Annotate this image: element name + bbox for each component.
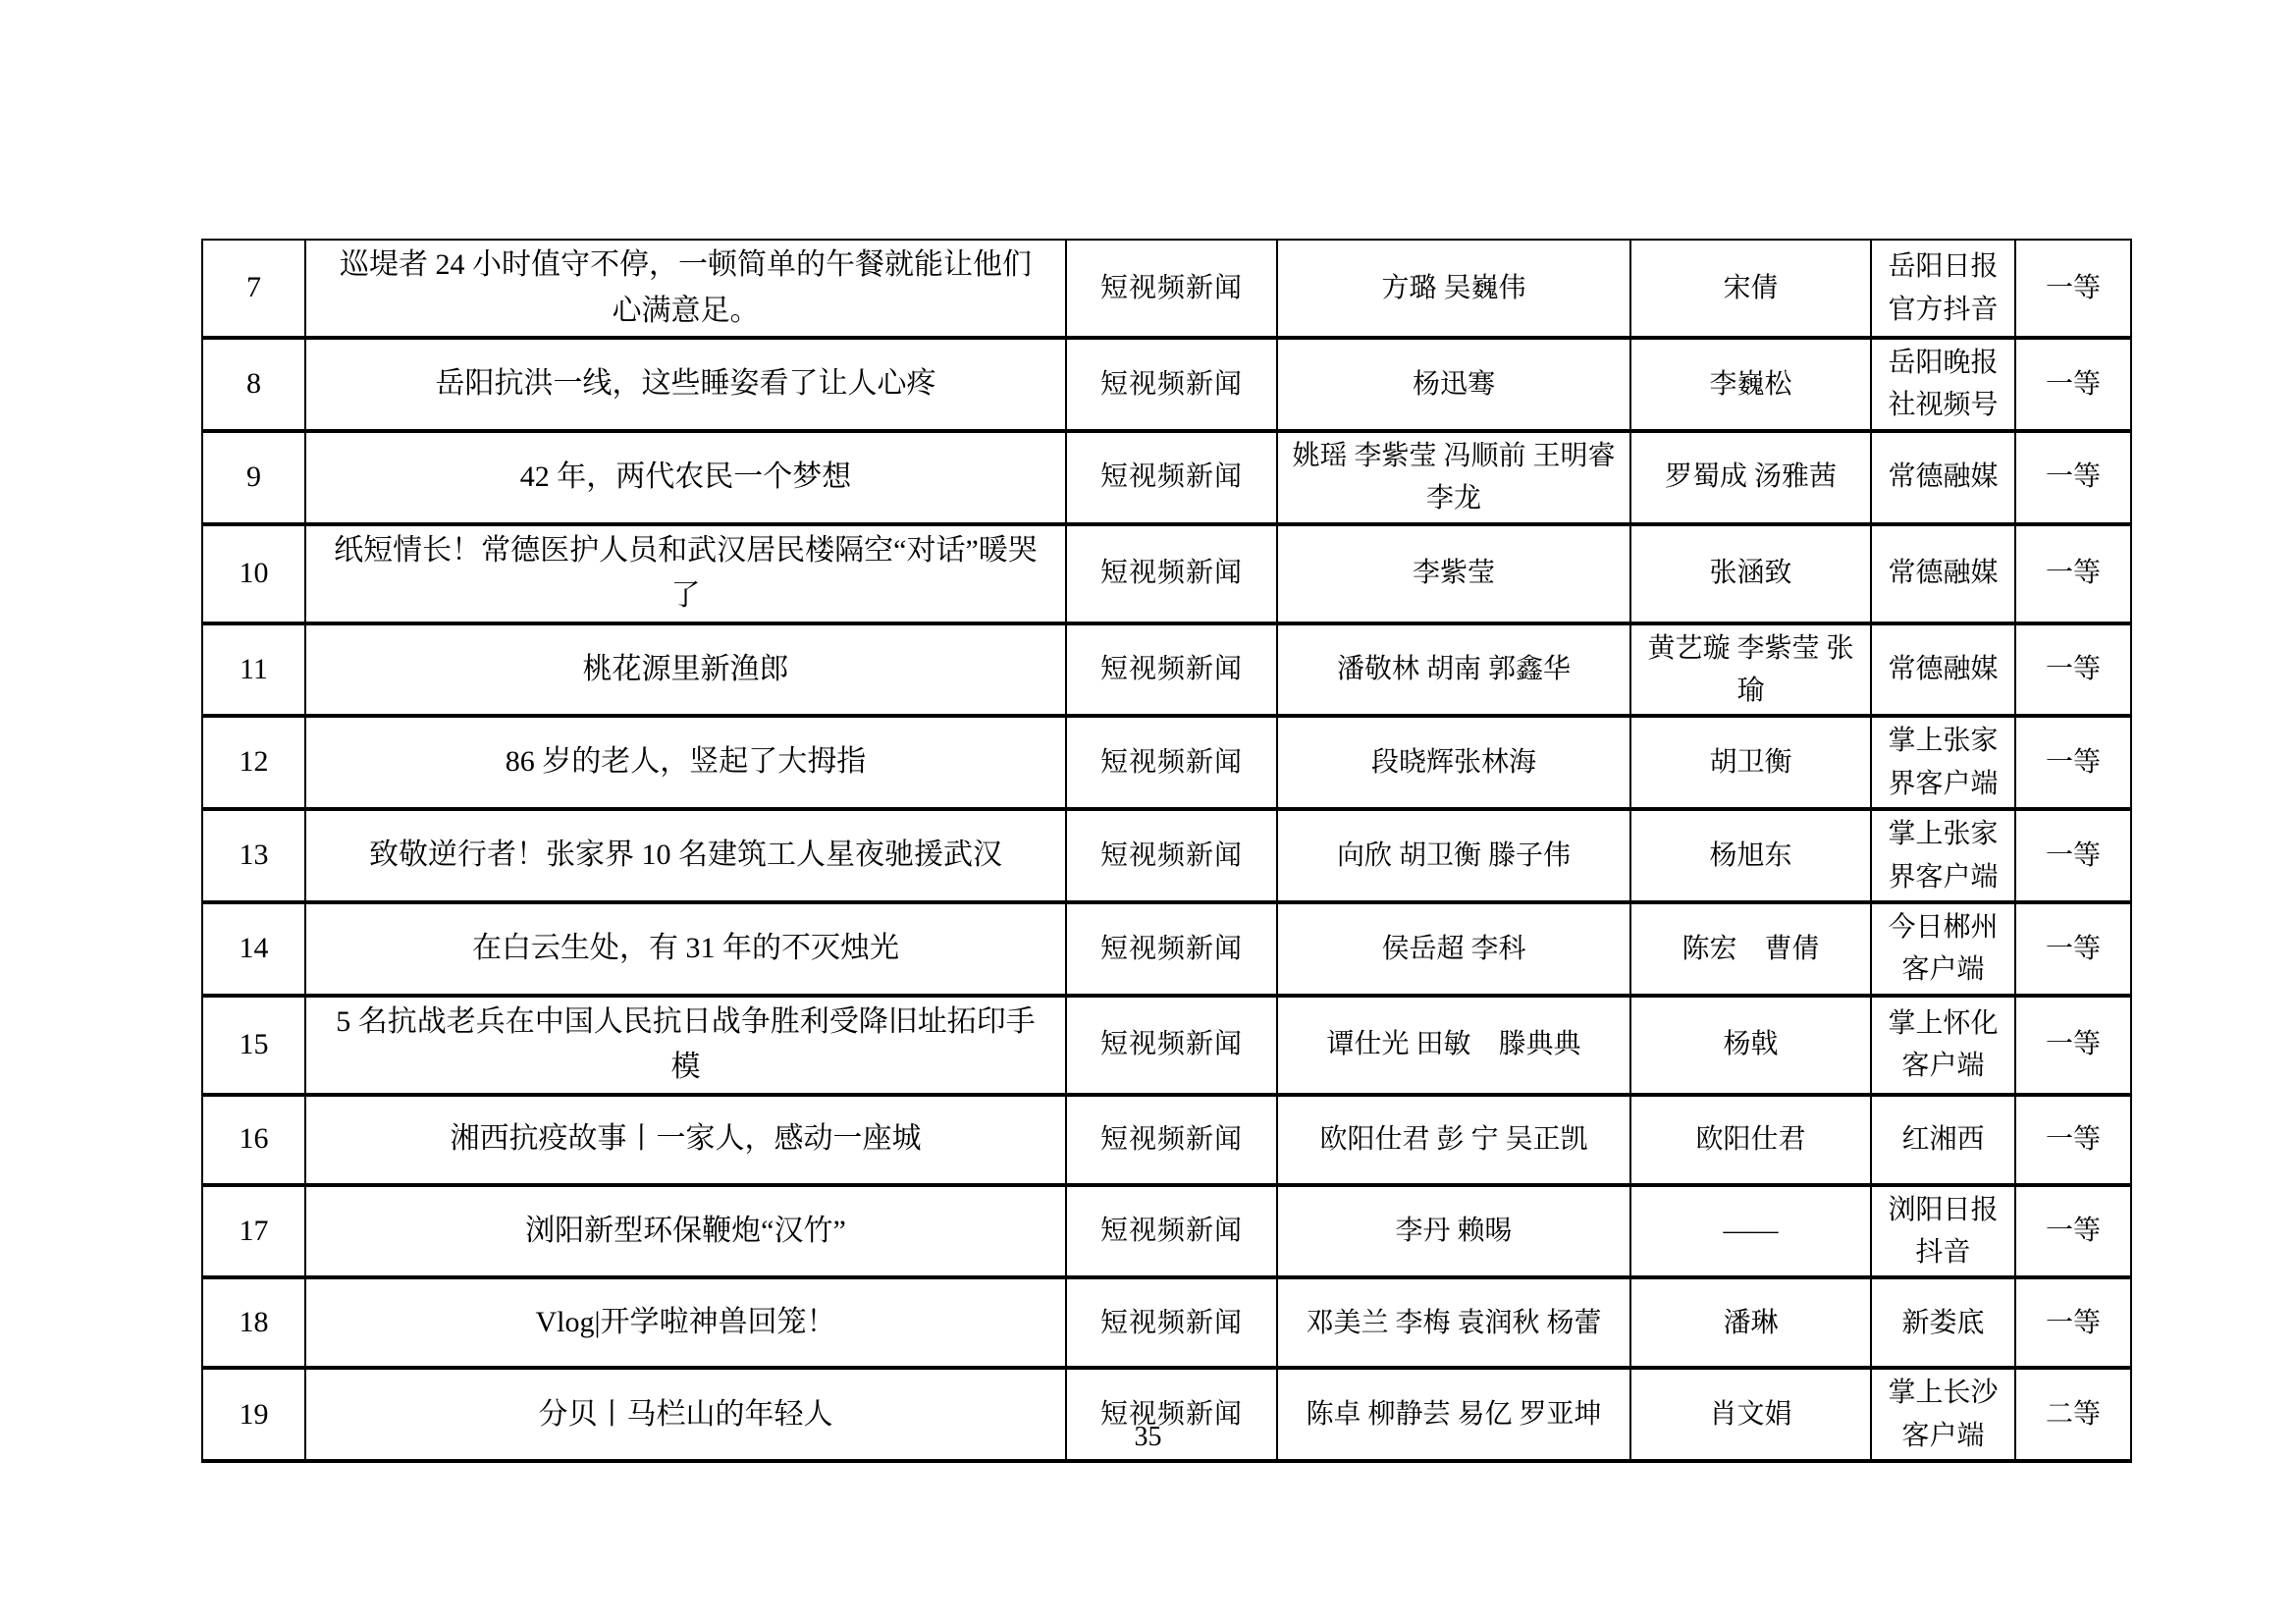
- table-row: [202, 996, 2131, 1095]
- awards-table-body: [202, 240, 2131, 1461]
- cell-organization: 掌上长沙客户端: [1871, 1368, 2015, 1461]
- cell-editor: 陈宏 曹倩: [1630, 902, 1871, 996]
- cell-award: 一等: [2015, 623, 2131, 717]
- cell-editor: 杨旭东: [1630, 809, 1871, 902]
- cell-authors: 向欣 胡卫衡 滕子伟: [1277, 809, 1630, 902]
- cell-organization: 掌上张家界客户端: [1871, 716, 2015, 809]
- cell-row-number: 15: [202, 996, 305, 1095]
- cell-award: 一等: [2015, 524, 2131, 623]
- cell-editor: 李巍松: [1630, 338, 1871, 431]
- cell-award: 一等: [2015, 996, 2131, 1095]
- cell-row-number: 14: [202, 902, 305, 996]
- cell-category: 短视频新闻: [1066, 623, 1277, 717]
- cell-authors: 欧阳仕君 彭 宁 吴正凯: [1277, 1095, 1630, 1185]
- cell-organization: 浏阳日报抖音: [1871, 1185, 2015, 1278]
- cell-authors: 邓美兰 李梅 袁润秋 杨蕾: [1277, 1277, 1630, 1368]
- table-row: [202, 716, 2131, 809]
- cell-authors: 方璐 吴巍伟: [1277, 240, 1630, 338]
- cell-title: 桃花源里新渔郎: [305, 623, 1066, 717]
- cell-title: 巡堤者 24 小时值守不停，一顿简单的午餐就能让他们心满意足。: [305, 240, 1066, 338]
- cell-category: 短视频新闻: [1066, 1185, 1277, 1278]
- table-row: [202, 240, 2131, 338]
- cell-category: 短视频新闻: [1066, 431, 1277, 524]
- cell-row-number: 13: [202, 809, 305, 902]
- cell-organization: 新娄底: [1871, 1277, 2015, 1368]
- cell-title: 在白云生处，有 31 年的不灭烛光: [305, 902, 1066, 996]
- cell-award: 一等: [2015, 902, 2131, 996]
- cell-category: 短视频新闻: [1066, 240, 1277, 338]
- cell-editor: 欧阳仕君: [1630, 1095, 1871, 1185]
- cell-award: 一等: [2015, 1095, 2131, 1185]
- cell-authors: 侯岳超 李科: [1277, 902, 1630, 996]
- table-row: [202, 623, 2131, 717]
- cell-row-number: 11: [202, 623, 305, 717]
- cell-editor: 罗蜀成 汤雅茜: [1630, 431, 1871, 524]
- cell-organization: 掌上张家界客户端: [1871, 809, 2015, 902]
- cell-category: 短视频新闻: [1066, 1277, 1277, 1368]
- table-row: [202, 809, 2131, 902]
- cell-category: 短视频新闻: [1066, 524, 1277, 623]
- table-row: [202, 338, 2131, 431]
- cell-editor: 宋倩: [1630, 240, 1871, 338]
- cell-authors: 李丹 赖晹: [1277, 1185, 1630, 1278]
- cell-editor: ——: [1630, 1185, 1871, 1278]
- cell-organization: 红湘西: [1871, 1095, 2015, 1185]
- cell-row-number: 7: [202, 240, 305, 338]
- cell-editor: 张涵致: [1630, 524, 1871, 623]
- cell-title: 5 名抗战老兵在中国人民抗日战争胜利受降旧址拓印手模: [305, 996, 1066, 1095]
- cell-title: 86 岁的老人，竖起了大拇指: [305, 716, 1066, 809]
- cell-organization: 岳阳日报官方抖音: [1871, 240, 2015, 338]
- cell-title: Vlog|开学啦神兽回笼！: [305, 1277, 1066, 1368]
- cell-category: 短视频新闻: [1066, 902, 1277, 996]
- cell-authors: 杨迅骞: [1277, 338, 1630, 431]
- cell-title: 湘西抗疫故事丨一家人，感动一座城: [305, 1095, 1066, 1185]
- cell-title: 分贝丨马栏山的年轻人: [305, 1368, 1066, 1461]
- cell-editor: 肖文娟: [1630, 1368, 1871, 1461]
- cell-row-number: 9: [202, 431, 305, 524]
- cell-authors: 陈卓 柳静芸 易亿 罗亚坤: [1277, 1368, 1630, 1461]
- cell-row-number: 19: [202, 1368, 305, 1461]
- cell-editor: 潘琳: [1630, 1277, 1871, 1368]
- cell-category: 短视频新闻: [1066, 996, 1277, 1095]
- table-row: [202, 1095, 2131, 1185]
- cell-category: 短视频新闻: [1066, 1368, 1277, 1461]
- table-row: [202, 1185, 2131, 1278]
- cell-category: 短视频新闻: [1066, 716, 1277, 809]
- cell-editor: 黄艺璇 李紫莹 张瑜: [1630, 623, 1871, 717]
- cell-title: 致敬逆行者！张家界 10 名建筑工人星夜驰援武汉: [305, 809, 1066, 902]
- cell-award: 一等: [2015, 716, 2131, 809]
- cell-authors: 谭仕光 田敏 滕典典: [1277, 996, 1630, 1095]
- cell-editor: 杨戟: [1630, 996, 1871, 1095]
- table-row: [202, 431, 2131, 524]
- cell-authors: 姚瑶 李紫莹 冯顺前 王明睿 李龙: [1277, 431, 1630, 524]
- cell-award: 一等: [2015, 1185, 2131, 1278]
- cell-organization: 掌上怀化客户端: [1871, 996, 2015, 1095]
- cell-title: 42 年，两代农民一个梦想: [305, 431, 1066, 524]
- page-number: 35: [1134, 1422, 1162, 1452]
- cell-row-number: 12: [202, 716, 305, 809]
- cell-authors: 潘敬林 胡南 郭鑫华: [1277, 623, 1630, 717]
- cell-organization: 今日郴州客户端: [1871, 902, 2015, 996]
- cell-authors: 李紫莹: [1277, 524, 1630, 623]
- cell-award: 一等: [2015, 240, 2131, 338]
- cell-organization: 常德融媒: [1871, 524, 2015, 623]
- cell-title: 浏阳新型环保鞭炮“汉竹”: [305, 1185, 1066, 1278]
- awards-table: [201, 239, 2132, 1463]
- cell-category: 短视频新闻: [1066, 809, 1277, 902]
- cell-organization: 常德融媒: [1871, 431, 2015, 524]
- cell-row-number: 10: [202, 524, 305, 623]
- cell-award: 一等: [2015, 1277, 2131, 1368]
- cell-editor: 胡卫衡: [1630, 716, 1871, 809]
- cell-award: 一等: [2015, 338, 2131, 431]
- table-row: [202, 1277, 2131, 1368]
- cell-authors: 段晓辉张林海: [1277, 716, 1630, 809]
- cell-row-number: 17: [202, 1185, 305, 1278]
- cell-award: 一等: [2015, 431, 2131, 524]
- cell-row-number: 8: [202, 338, 305, 431]
- table-row: [202, 524, 2131, 623]
- cell-organization: 岳阳晚报社视频号: [1871, 338, 2015, 431]
- cell-row-number: 16: [202, 1095, 305, 1185]
- cell-award: 一等: [2015, 809, 2131, 902]
- cell-category: 短视频新闻: [1066, 338, 1277, 431]
- cell-row-number: 18: [202, 1277, 305, 1368]
- cell-category: 短视频新闻: [1066, 1095, 1277, 1185]
- table-row: [202, 902, 2131, 996]
- cell-award: 二等: [2015, 1368, 2131, 1461]
- cell-organization: 常德融媒: [1871, 623, 2015, 717]
- cell-title: 岳阳抗洪一线，这些睡姿看了让人心疼: [305, 338, 1066, 431]
- cell-title: 纸短情长！常德医护人员和武汉居民楼隔空“对话”暖哭了: [305, 524, 1066, 623]
